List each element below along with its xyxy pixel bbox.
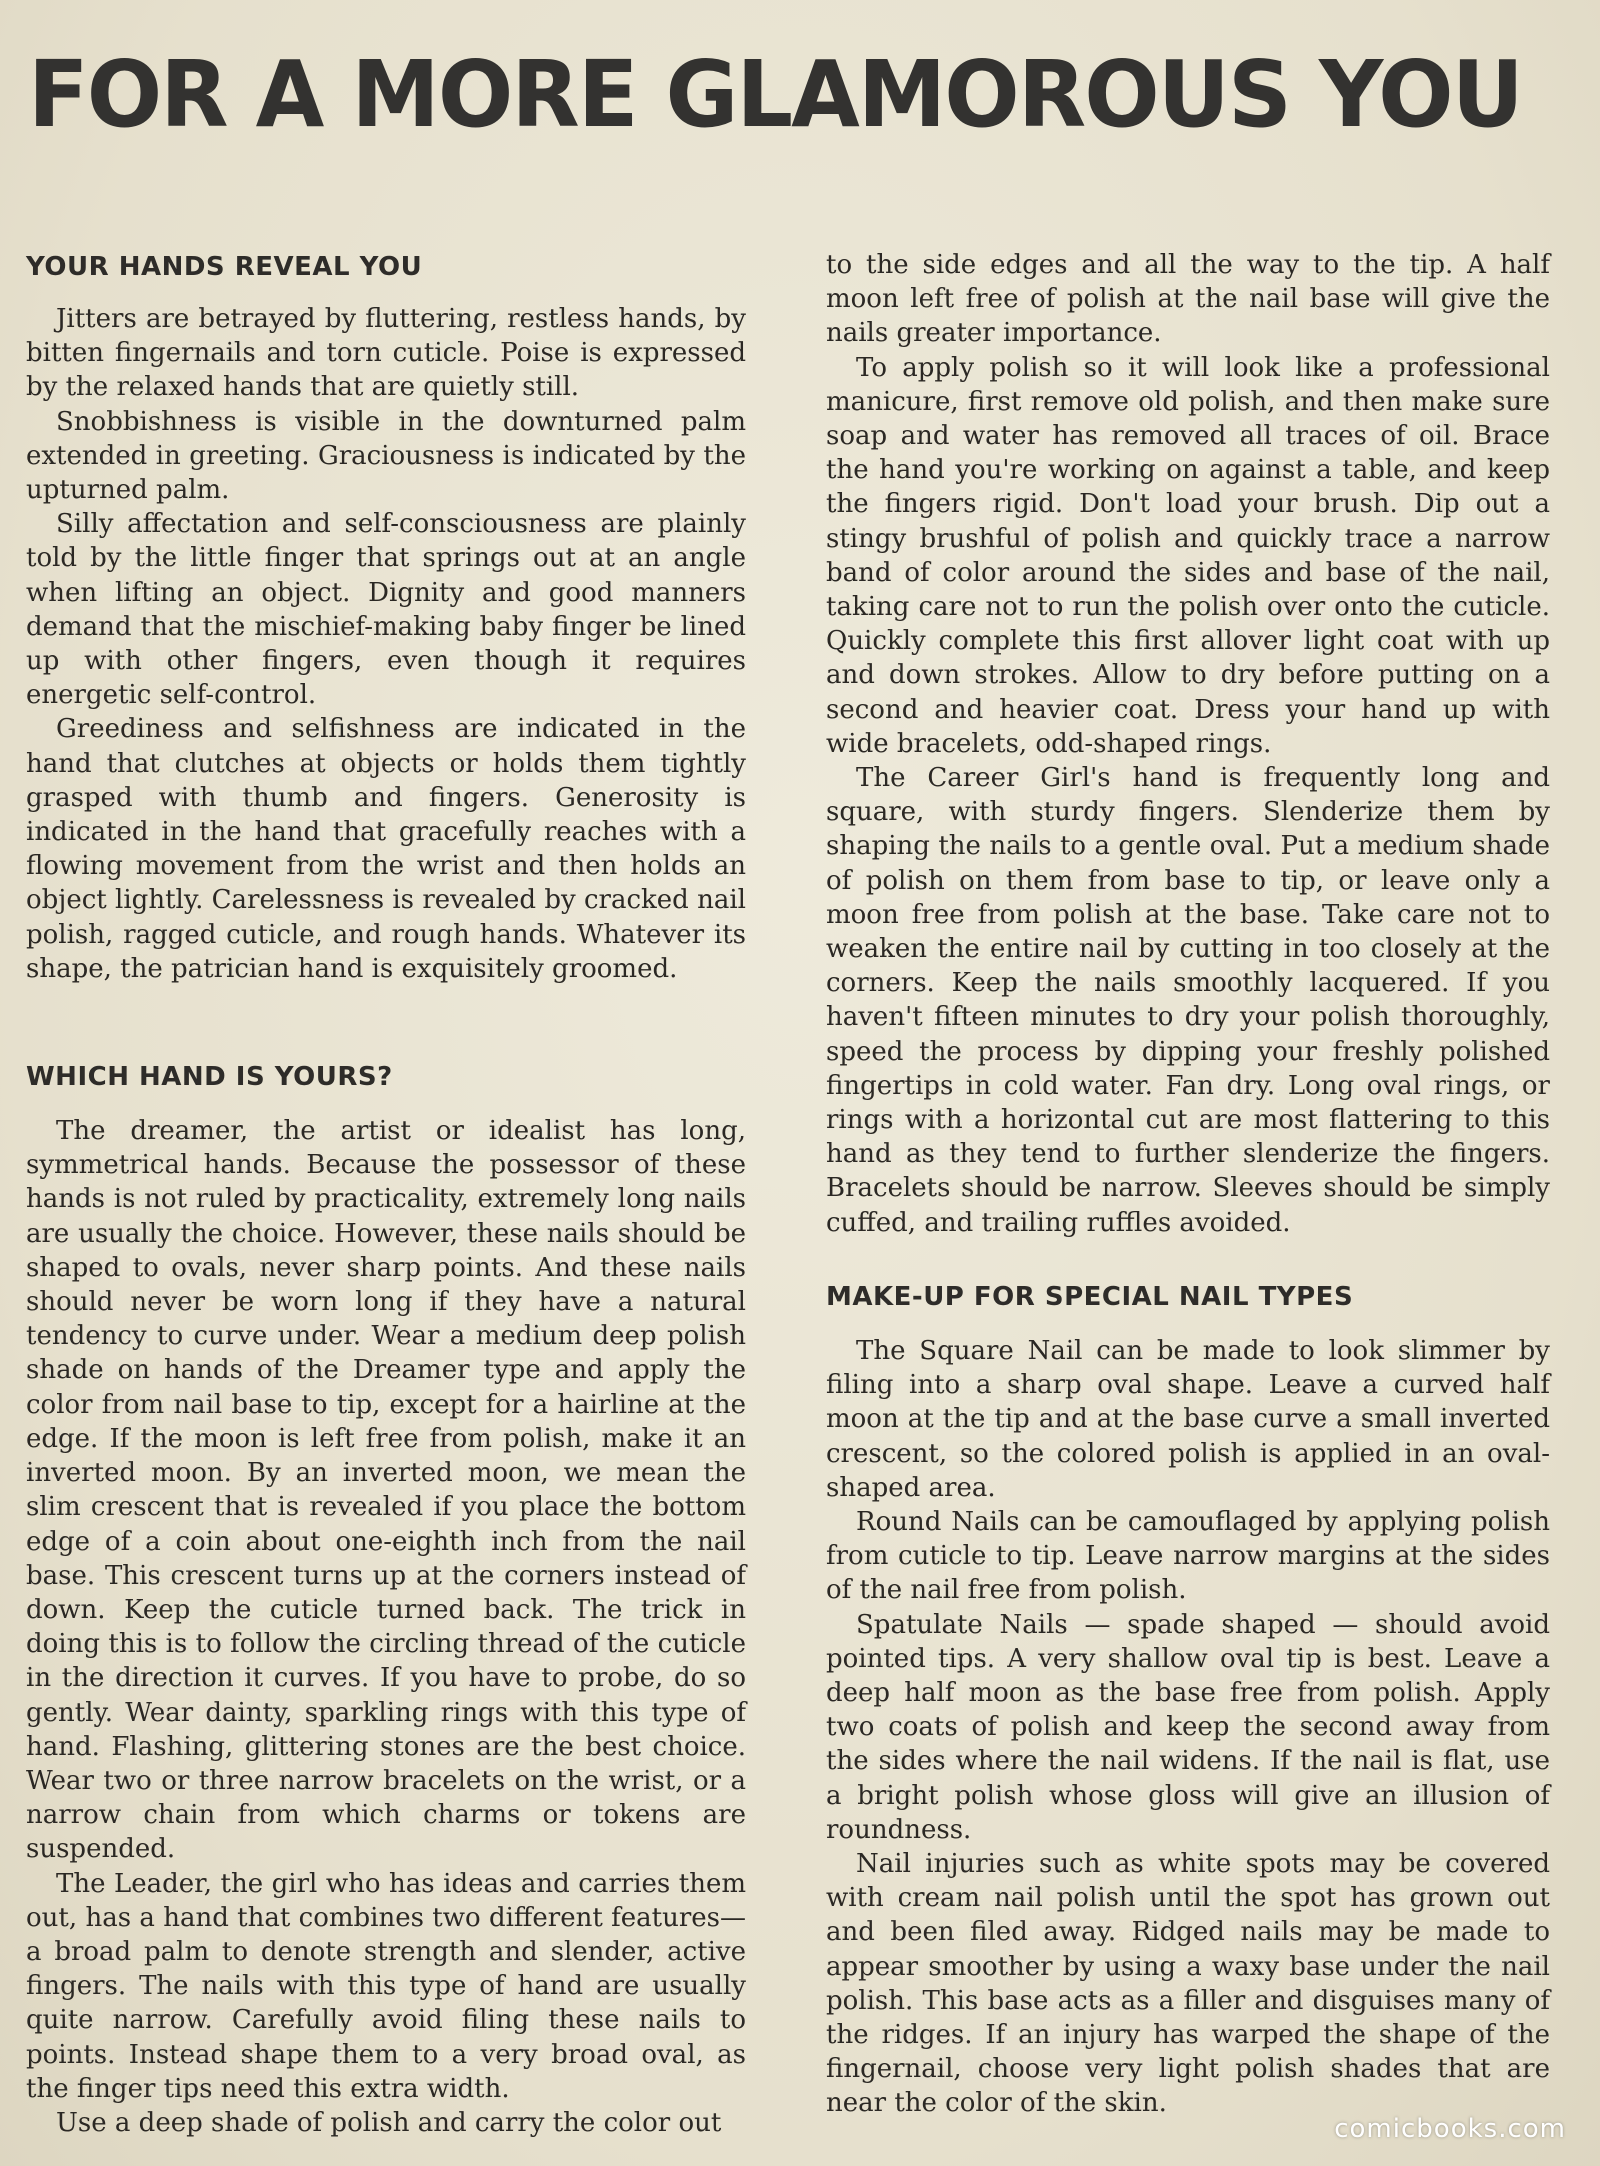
paragraph-deep-shade: Use a deep shade of polish and carry the color out [56,2107,722,2138]
paragraph-nail-injuries: Nail injuries such as white spots may be covered with cream nail polish until the spot has grown out and been filed away. Ridged nails may be made to appear smoother by using a waxy base under the nail polish. This base acts as a filler and disguises many of the ridges. If an injury has warped the shape of the fingernail, choose very light polish shades that are near the color of the skin. [826,1848,1550,2119]
section-heading-which-hand: WHICH HAND IS YOURS? [26,1062,393,1093]
page-title: FOR A MORE GLAMOROUS YOU [28,41,1522,148]
paragraph-dreamer: The dreamer, the artist or idealist has long, symmetrical hands. Because the possessor of these hands is not ruled by practicality, extremely long nails are usually the choice. However, these nails should be shaped to ovals, never sharp points. And these nails should never be worn long if they have a natural tendency to curve under. Wear a medium deep polish shade on hands of the Dreamer type and apply the color from nail base to tip, except for a hairline at the edge. If the moon is left free from polish, make it an inverted moon. By an inverted moon, we mean the slim crescent that is revealed if you place the bottom edge of a coin about one-eighth inch from the nail base. This crescent turns up at the corners instead of down. Keep the cuticle turned back. The trick in doing this is to follow the circling thread of the cuticle in the direction it curves. If you have to probe, do so gently. Wear dainty, sparkling rings with this type of hand. Flashing, glittering stones are the best choice. Wear two or three narrow bracelets on the wrist, or a narrow chain from which charms or tokens are suspended. [26,1116,746,1865]
left-column [26,250,746,2140]
paragraph-snobbishness: Snobbishness is visible in the downturned palm extended in greeting. Graciousness is indicated by the upturned palm. [26,406,746,506]
paragraph-leader: The Leader, the girl who has ideas and carries them out, has a hand that combines two different features—a broad palm to denote strength and slender, active fingers. The nails with this type of hand are usually quite narrow. Carefully avoid filing these nails to points. Instead shape them to a very broad oval, as the finger tips need this extra width. [26,1868,746,2104]
paragraph-spatulate-nails: Spatulate Nails — spade shaped — should avoid pointed tips. A very shallow oval tip is best. Leave a deep half moon as the base free from polish. Apply two coats of polish and keep the second away from the sides where the nail widens. If the nail is flat, use a bright polish whose gloss will give an illusion of roundness. [826,1609,1550,1845]
paragraph-square-nail: The Square Nail can be made to look slimmer by filing into a sharp oval shape. Leave a curved half moon at the tip and at the base curve a small inverted crescent, so the colored polish is applied in an oval-shaped area. [826,1335,1550,1503]
section-heading-hands-reveal: YOUR HANDS REVEAL YOU [26,252,423,282]
paragraph-jitters: Jitters are betrayed by fluttering, restless hands, by bitten fingernails and torn cuticle. Poise is expressed by the relaxed hands that are quietly still. [26,304,746,403]
paragraph-continuation: to the side edges and all the way to the tip. A half moon left free of polish at the nail base will give the nails greater importance. [826,250,1550,349]
section-heading-nail-types: MAKE-UP FOR SPECIAL NAIL TYPES [826,1281,1354,1312]
paragraph-round-nails: Round Nails can be camouflaged by applying polish from cuticle to tip. Leave narrow margins at the sides of the nail free from polish. [826,1506,1550,1606]
right-column [826,248,1550,2121]
paragraph-apply-polish: To apply polish so it will look like a professional manicure, first remove old polish, and then make sure soap and water has removed all traces of oil. Brace the hand you're working on against a table, and keep the fingers rigid. Don't load your brush. Dip out a stingy brushful of polish and quickly trace a narrow band of color around the sides and base of the nail, taking care not to run the polish over onto the cuticle. Quickly complete this first allover light coat with up and down strokes. Allow to dry before putting on a second and heavier coat. Dress your hand up with wide bracelets, odd-shaped rings. [826,352,1550,759]
paragraph-greediness: Greediness and selfishness are indicated in the hand that clutches at objects or holds them tightly grasped with thumb and fingers. Generosity is indicated in the hand that gracefully reaches with a flowing movement from the wrist and then holds an object lightly. Carelessness is revealed by cracked nail polish, ragged cuticle, and rough hands. Whatever its shape, the patrician hand is exquisitely groomed. [26,714,746,984]
paragraph-career-girl: The Career Girl's hand is frequently long and square, with sturdy fingers. Slenderize them by shaping the nails to a gentle oval. Put a medium shade of polish on them from base to tip, or leave only a moon free from polish at the base. Take care not to weaken the entire nail by cutting in too closely at the corners. Keep the nails smoothly lacquered. If you haven't fifteen minutes to dry your polish thoroughly, speed the process by dipping your freshly polished fingertips in cold water. Fan dry. Long oval rings, or rings with a horizontal cut are most flattering to this hand as they tend to further slenderize the fingers. Bracelets should be narrow. Sleeves should be simply cuffed, and trailing ruffles avoided. [826,763,1550,1238]
paragraph-affectation: Silly affectation and self-consciousness are plainly told by the little finger that springs out at an angle when lifting an object. Dignity and good manners demand that the mischief-making baby finger be lined up with other fingers, even though it requires energetic self-control. [26,509,746,711]
watermark: comicbooks.com [1334,2114,1566,2144]
